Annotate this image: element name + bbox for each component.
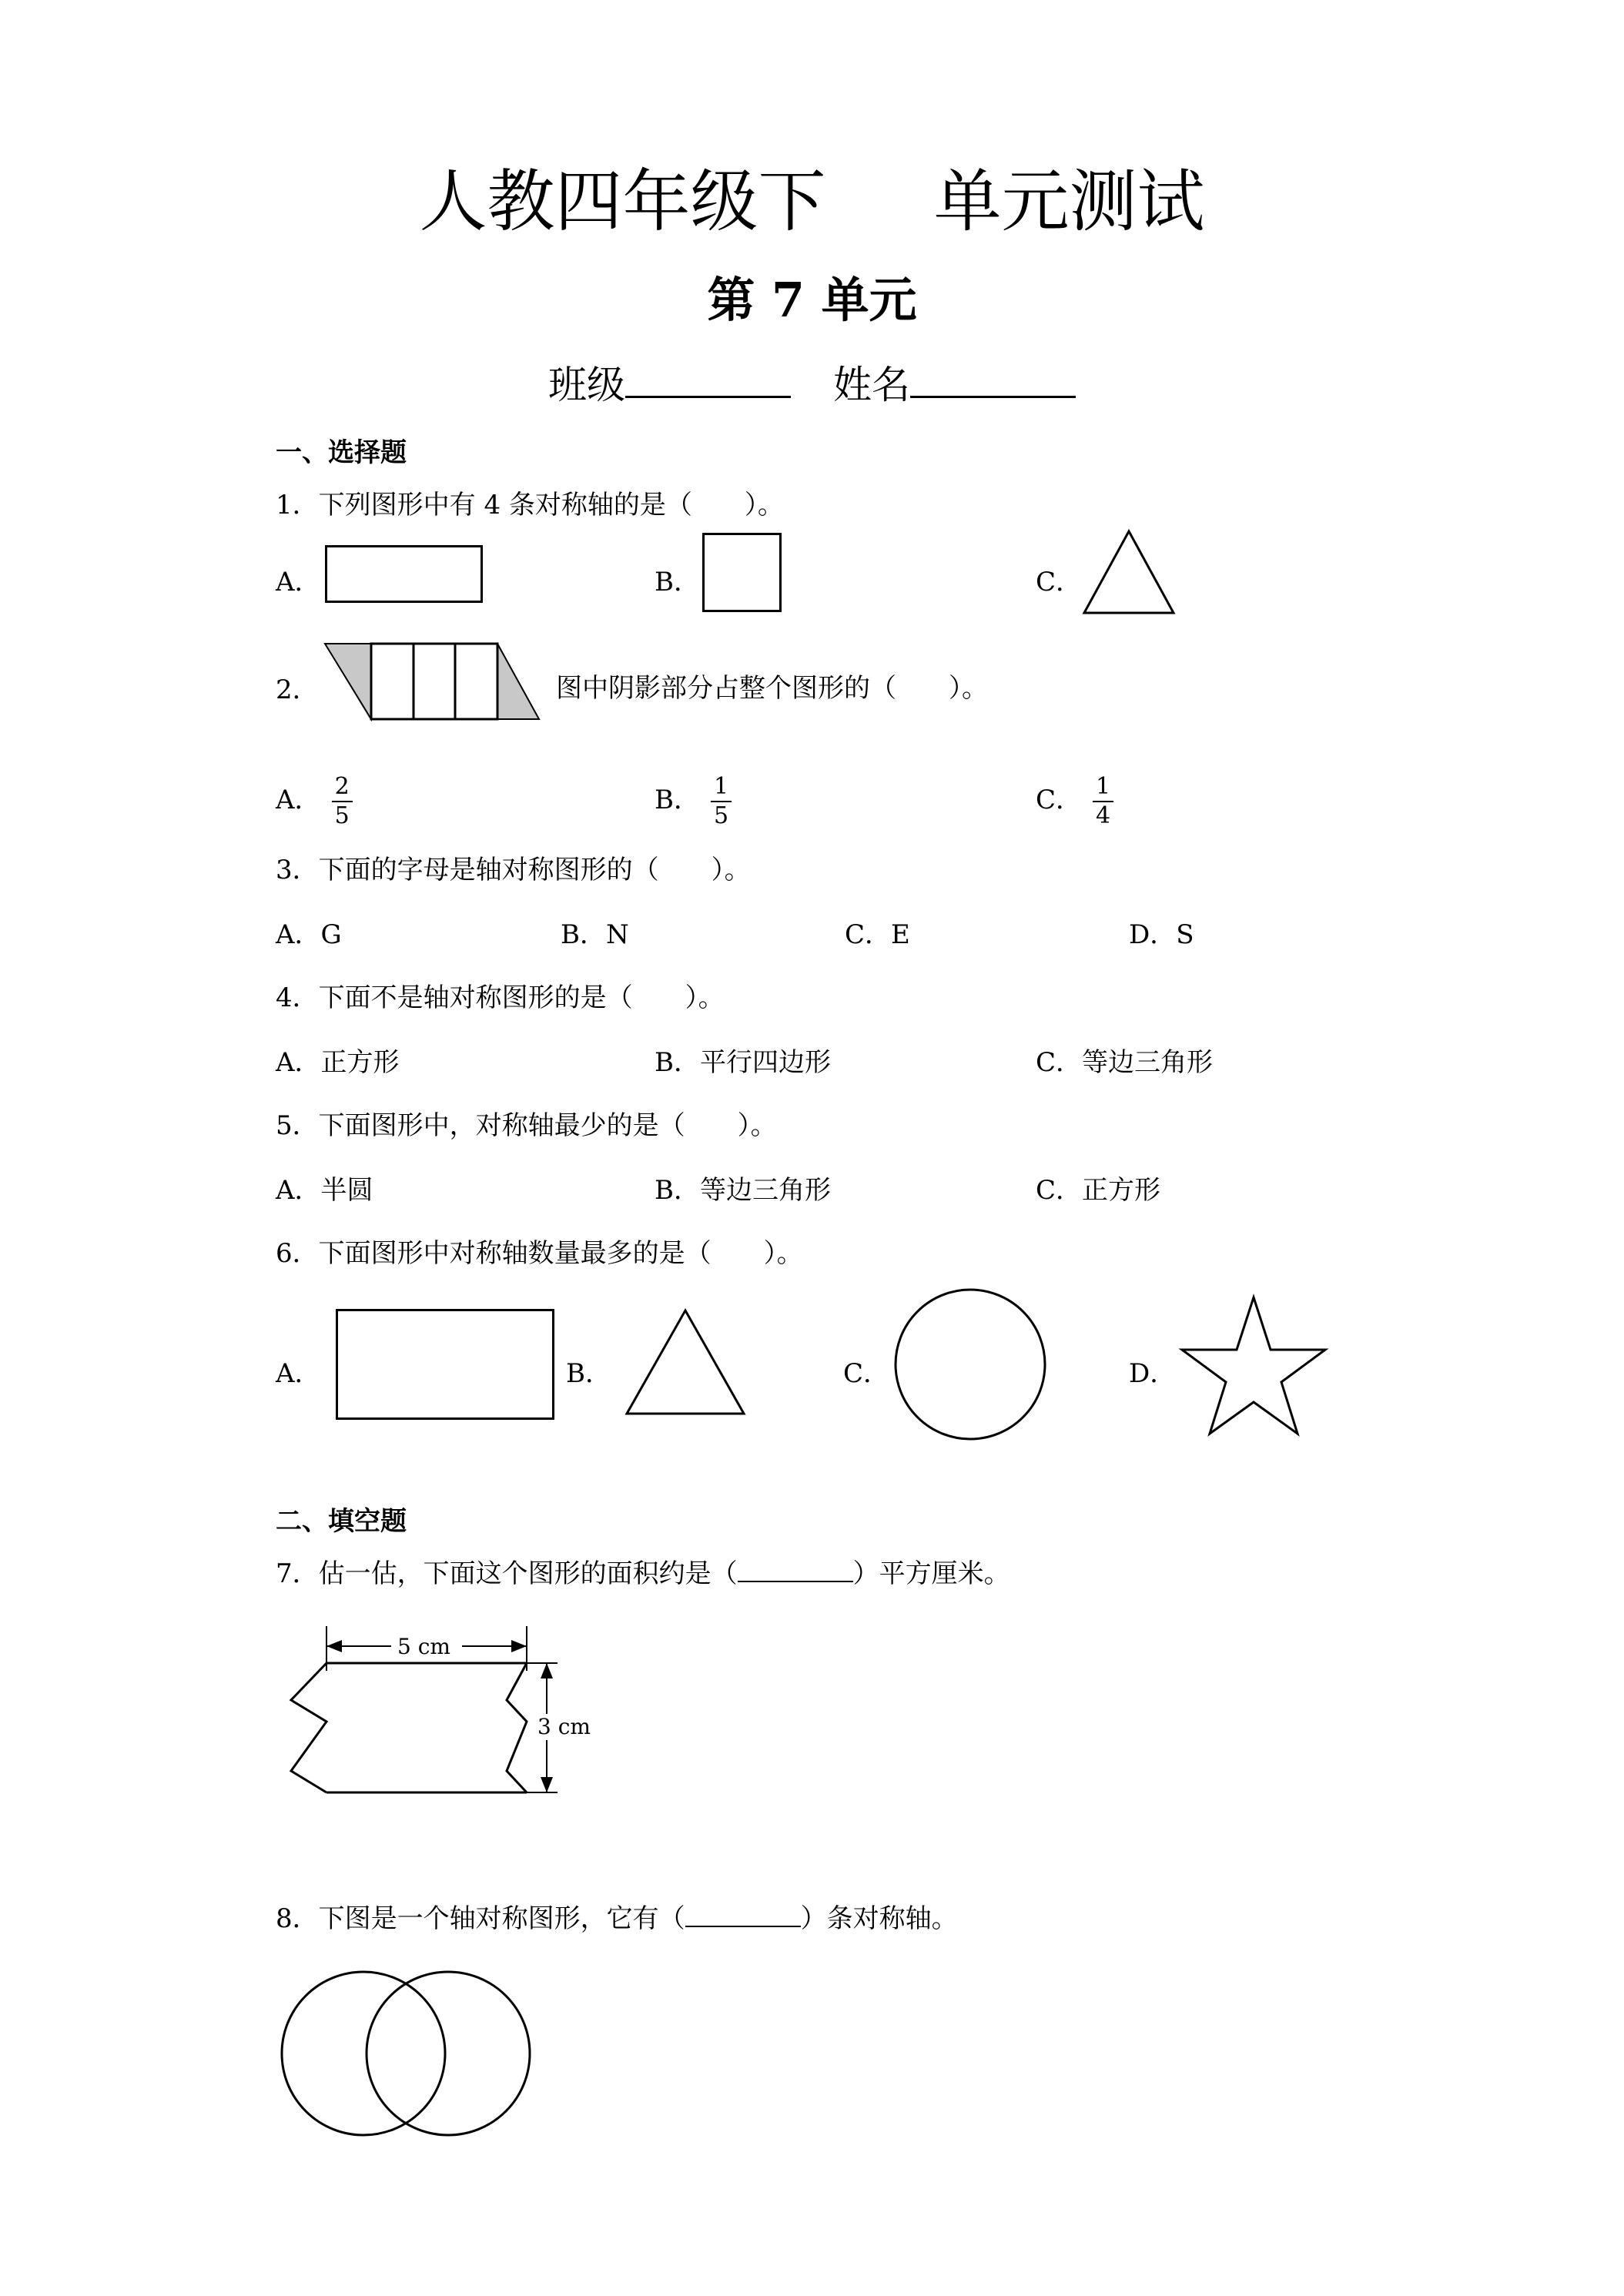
q1-square-shape — [702, 533, 782, 613]
section-heading-choice: 一、选择题 — [276, 437, 407, 468]
fraction-denominator: 5 — [714, 802, 729, 829]
q8-overlapping-circles — [279, 1968, 537, 2139]
fraction-one-quarter — [1093, 773, 1113, 830]
fraction-denominator: 4 — [1096, 802, 1111, 829]
q7-suffix: ）平方厘米。 — [852, 1558, 1010, 1589]
q4-option-c: C．等边三角形 — [1036, 1047, 1214, 1078]
q6-option-a-label: A． — [276, 1358, 321, 1389]
q1-option-c-label: C． — [1036, 567, 1083, 597]
q7-width-label: 5 cm — [397, 1634, 450, 1659]
question-5-text: 5．下面图形中，对称轴最少的是（ ）。 — [276, 1110, 777, 1141]
class-blank[interactable] — [625, 359, 791, 398]
section-heading-fill: 二、填空题 — [276, 1506, 407, 1537]
q2-option-a-label: A． — [276, 785, 321, 815]
q2-option-b-label: B． — [655, 785, 700, 815]
q8-prefix: 8．下图是一个轴对称图形，它有（ — [276, 1903, 685, 1934]
question-7-text — [276, 1552, 1010, 1590]
q7-prefix: 7．估一估，下面这个图形的面积约是（ — [276, 1558, 738, 1589]
q6-triangle-shape — [625, 1309, 745, 1417]
question-3-text: 3．下面的字母是轴对称图形的（ ）。 — [276, 855, 751, 885]
unit-subtitle: 第 7 单元 — [707, 272, 917, 328]
q3-option-a: A．G — [276, 919, 342, 950]
q2-parallelogram-figure — [323, 642, 542, 722]
q5-option-c: C．正方形 — [1036, 1175, 1161, 1206]
q1-option-a-label: A． — [276, 567, 321, 597]
q1-triangle-shape — [1083, 530, 1175, 616]
fraction-numerator: 2 — [332, 773, 353, 802]
q2-option-c — [1036, 773, 1113, 830]
q3-option-d: D．S — [1129, 919, 1194, 950]
q6-circle-shape — [893, 1287, 1047, 1441]
fraction-numerator: 1 — [1093, 773, 1113, 802]
q5-option-a: A．半圆 — [276, 1175, 373, 1206]
q7-answer-blank[interactable] — [738, 1559, 853, 1582]
question-8-text — [276, 1897, 958, 1935]
title-left: 人教四年级下 — [419, 162, 826, 241]
q8-suffix: ）条对称轴。 — [800, 1903, 958, 1934]
q6-option-b-label: B． — [566, 1358, 611, 1389]
fraction-two-fifths — [332, 773, 353, 830]
q1-option-b-label: B． — [655, 567, 700, 597]
question-1-text: 1．下列图形中有 4 条对称轴的是（ ）。 — [276, 490, 784, 520]
class-name-line — [0, 354, 1624, 410]
q2-option-c-label: C． — [1036, 785, 1083, 815]
fraction-numerator: 1 — [711, 773, 732, 802]
fraction-denominator: 5 — [334, 802, 350, 829]
question-2-number: 2． — [276, 674, 319, 705]
class-label: 班级 — [548, 363, 625, 407]
q2-option-b — [655, 773, 732, 830]
name-label: 姓名 — [833, 363, 910, 407]
q2-option-a — [276, 773, 353, 830]
q4-option-a: A．正方形 — [276, 1047, 400, 1078]
q6-option-d-label: D． — [1129, 1358, 1177, 1389]
question-2-text: 图中阴影部分占整个图形的（ ）。 — [556, 673, 988, 704]
name-blank[interactable] — [910, 359, 1076, 398]
question-6-text: 6．下面图形中对称轴数量最多的是（ ）。 — [276, 1238, 803, 1269]
fraction-one-fifth — [711, 773, 732, 830]
q4-option-b: B．平行四边形 — [655, 1047, 831, 1078]
q3-option-c: C．E — [845, 919, 910, 950]
q6-option-c-label: C． — [843, 1358, 890, 1389]
q5-option-b: B．等边三角形 — [655, 1175, 831, 1206]
q6-star-shape — [1180, 1295, 1328, 1435]
q1-rectangle-shape — [325, 545, 484, 604]
page-title — [0, 148, 1624, 245]
q6-rectangle-shape — [336, 1309, 554, 1420]
question-4-text: 4．下面不是轴对称图形的是（ ）。 — [276, 982, 725, 1013]
q3-option-b: B．N — [561, 919, 629, 950]
q7-height-label: 3 cm — [537, 1714, 591, 1739]
q8-answer-blank[interactable] — [685, 1904, 801, 1927]
title-right: 单元测试 — [933, 162, 1205, 241]
